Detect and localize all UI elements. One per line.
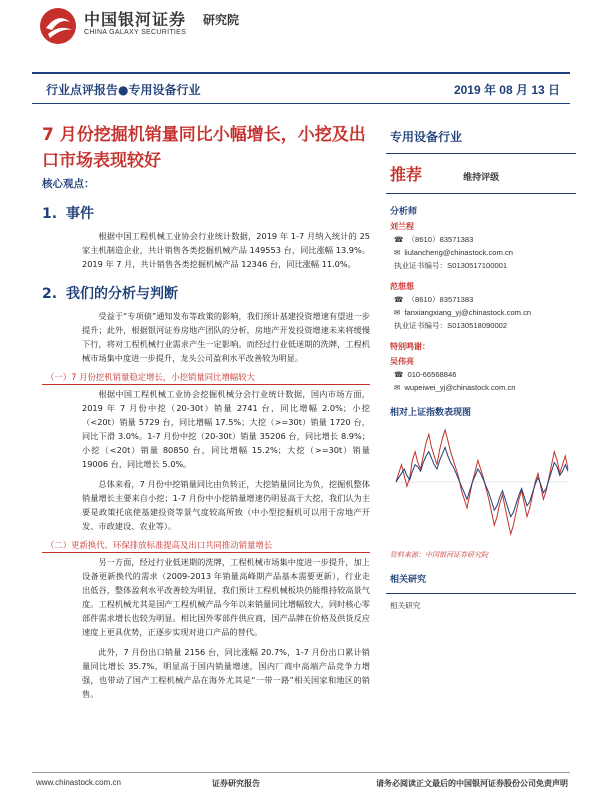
main-content xyxy=(42,122,370,701)
section-heading-event xyxy=(42,203,370,223)
relative-performance-chart xyxy=(390,424,574,540)
galaxy-logo-icon xyxy=(38,6,78,46)
subsection-1-paragraph: 根据中国工程机械工业协会挖掘机械分会行业统计数据，国内市场方面，2019 年 7 月份中挖（20-30t）销量 2741 台，同比增幅 2.0%；小挖（<20t）销量 5729 台，同比增幅 17.5%；大挖（>=30t）销量 1720 台，同比下滑 3.0%。1-7 月份中挖（20-30t）销量 35206 台，同比增长 8.9%；小挖（<20t）销量 80850 台，同比增幅 15.2%；大挖（>=30t）销量 19006 台，同比增长 5.0%。 xyxy=(82,389,370,469)
mail-icon: ✉ xyxy=(394,248,401,257)
recommendation: 推荐 xyxy=(390,165,423,184)
related-heading: 相关研究 xyxy=(390,575,427,585)
event-paragraph: 根据中国工程机械工业协会行业统计数据，2019 年 1-7 月纳入统计的 25 家主机制造企业，共计销售各类挖掘机械产品 149553 台，同比涨幅 13.9%。2019 年 7 月，共计销售各类挖掘机械产品 12346 台，同比涨幅 11.0%。 xyxy=(82,231,370,269)
chart-title: 相对上证指数表现图 xyxy=(390,408,472,418)
email-text[interactable]: liulancheng@chinastock.com.cn xyxy=(404,248,513,257)
subsection-heading-2: （二）更新换代、环保排放标准提高及出口共同推动销量增长 xyxy=(42,539,370,553)
bottom-rule xyxy=(32,103,570,104)
section-heading-analysis xyxy=(42,283,370,303)
report-title: 7 月份挖掘机销量同比小幅增长，小挖及出口市场表现较好 xyxy=(42,125,366,171)
chart-source: 资料来源：中国银河证券研究院 xyxy=(390,551,488,559)
phone-text: （8610）83571383 xyxy=(407,295,474,304)
phone-icon: ☎ xyxy=(394,370,404,379)
report-date: 2019 年 08 月 13 日 xyxy=(453,83,560,97)
section-title: 事件 xyxy=(66,206,94,222)
phone-icon: ☎ xyxy=(394,235,404,244)
phone-icon: ☎ xyxy=(394,295,404,304)
phone-text: 010-66568846 xyxy=(407,370,457,379)
sidebar xyxy=(386,128,576,611)
analyst-email[interactable] xyxy=(394,248,576,258)
section-number: 2. xyxy=(42,286,58,302)
section-number: 1. xyxy=(42,206,58,222)
email-text[interactable]: fanxiangxiang_yj@chinastock.com.cn xyxy=(404,308,532,317)
phone-text: （8610）83571383 xyxy=(407,235,474,244)
footer-rule xyxy=(32,772,570,773)
core-label: 核心观点： xyxy=(42,178,95,190)
page-footer xyxy=(32,772,570,792)
top-rule xyxy=(32,72,570,74)
sidebar-rule xyxy=(386,193,576,194)
analyst-phone xyxy=(394,295,576,305)
subsection-2-paragraph: 另一方面，经过行业低迷期的洗牌，工程机械市场集中度进一步提升，加上设备更新换代的需求（2009-2013 年销量高峰期产品基本需要更新），行业走出低谷，整体盈利水平改善较为明显，我们预计工程机械板块仍能维持较高景气度。工程机械尤其是国产工程机械产品今年以来销量同比增幅较大，同时核心零部件需求增长也较为明显。相比国外零部件供应商，国产品牌在价格及供货反应速度上更具优势，正逐步实现对进口产品的替代。 xyxy=(82,557,370,637)
analysis-intro: 受益于“专项债”通知发布等政策的影响，我们预计基建投资增速有望进一步提升；此外，根据银河证券房地产团队的分析，房地产开发投资增速未来将缓慢下行，将对工程机械行业需求产生一定影响。而经过行业低迷期的洗牌，工程机械市场集中度进一步提升，龙头公司盈利水平改善较为明显。 xyxy=(82,311,370,363)
contact-phone xyxy=(394,370,576,380)
company-name-en: CHINA GALAXY SECURITIES xyxy=(84,29,187,36)
institute-label: 研究院 xyxy=(203,13,240,27)
report-type: 行业点评报告●专用设备行业 xyxy=(46,83,201,97)
page-header xyxy=(0,0,600,60)
section-title: 我们的分析与判断 xyxy=(66,286,178,302)
analyst-phone xyxy=(394,235,576,245)
footer-report-label: 证券研究报告 xyxy=(212,779,260,788)
rating: 维持评级 xyxy=(463,173,500,183)
sidebar-industry: 专用设备行业 xyxy=(390,130,463,144)
report-bar xyxy=(32,72,570,104)
mail-icon: ✉ xyxy=(394,308,401,317)
company-name: 中国银河证券 xyxy=(84,10,187,29)
sidebar-rule xyxy=(386,593,576,594)
subsection-1-paragraph: 总体来看，7 月份中挖销量同比由负转正，大挖销量同比为负，挖掘机整体销量增长主要来自小挖；1-7 月份中小挖销量增速仍明显高于大挖，我们认为主要是政策托底使基建投资等景气度较高所致（中小型挖掘机可以用于房地产开发、市政建设、农业等）。 xyxy=(82,479,370,531)
contact-heading: 特别鸣谢： xyxy=(390,342,430,351)
subsection-2-paragraph: 此外，7 月份出口销量 2156 台，同比涨幅 20.7%，1-7 月份出口累计销量同比增长 35.7%，明显高于国内销量增速，国内厂商中高端产品竞争力增强，也带动了国产工程机械产品在海外尤其是“一带一路”相关国家和地区的销售。 xyxy=(82,647,370,699)
analyst-name: 刘兰程 xyxy=(390,222,414,231)
contact-email[interactable] xyxy=(394,383,576,393)
contact-name: 吴伟亮 xyxy=(390,357,414,366)
analyst-email[interactable] xyxy=(394,308,576,318)
subsection-heading-1: （一）7 月份挖机销量稳定增长，小挖销量同比增幅较大 xyxy=(42,371,370,385)
footer-disclaimer: 请务必阅读正文最后的中国银河证券股份公司免责声明 xyxy=(376,779,568,788)
footer-site-link[interactable]: www.chinastock.com.cn xyxy=(36,778,121,787)
email-text[interactable]: wupeiwei_yj@chinastock.com.cn xyxy=(404,383,516,392)
related-body: 相关研究 xyxy=(390,601,421,610)
analyst-name: 范想想 xyxy=(390,282,414,291)
mail-icon: ✉ xyxy=(394,383,401,392)
analyst-cert: 执业证书编号：S0130518090002 xyxy=(394,321,508,330)
analyst-heading: 分析师 xyxy=(390,207,418,217)
analyst-cert: 执业证书编号：S0130517100001 xyxy=(394,261,508,270)
